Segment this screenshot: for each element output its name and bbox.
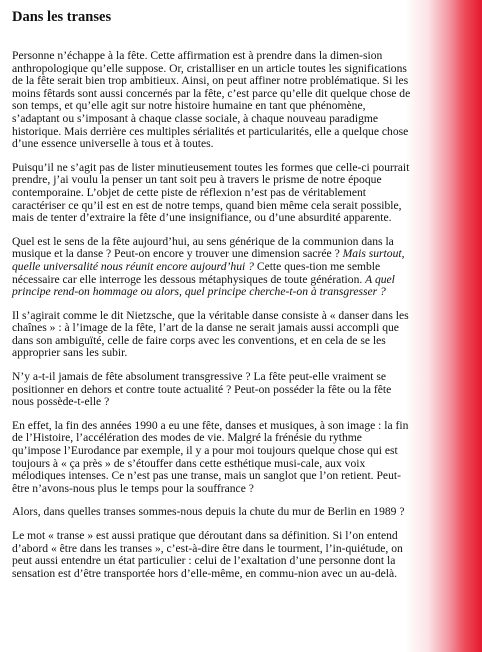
paragraph-text: Il s’agirait comme le dit Nietzsche, que la véritable danse consiste à « danser dans les chaînes » : à l’image de la fête, l’art de la danse ne serait jamais aussi accompli que dans son ambiguïté, celle de faire corps avec les conventions, et en cela de se les approprier sans les subir. [12,308,409,360]
paragraph-text: Quel est le sens de la fête aujourd’hui, au sens générique de la communion dans la musique et la danse ? Peut-on encore y trouver une dimension sacrée ? [12,234,394,261]
paragraph-text: Personne n’échappe à la fête. Cette affirmation est à prendre dans la dimen-sion anthropologique qu’elle suppose. Or, cristalliser en un article toutes les significations de la fête serait bien trop ambitieux. Ainsi, on peut affiner notre problématique. Si les moins fêtards sont aussi concernés par la fête, c’est parce qu’elle dit quelque chose de son temps, et qu’elle agit sur notre histoire humaine en tant que phénomène, s’adaptant ou s’imposant à chaque classe sociale, à chaque nouveau paradigme historique. Mais derrière ces multiples sérialités et particularités, elle a quelque chose d’une essence universelle à tous et à toutes. [12,49,411,151]
paragraph-text: Puisqu’il ne s’agit pas de lister minutieusement toutes les formes que celle-ci pourrait prendre, j’ai voulu la penser un tant soit peu à travers le prisme de notre époque contemporaine. L’objet de cette piste de réflexion n’est pas de véritablement caractériser ce qu’il est en est de notre temps, quand bien même cela serait possible, mais de tenter d’extraire la fête d’une insignifiance, ou d’une absurdité apparente. [12,160,410,225]
paragraph-2 [12,162,412,225]
article [12,8,412,591]
paragraph-1 [12,50,412,151]
paragraph-6 [12,420,412,496]
paragraph-text: Alors, dans quelles transes sommes-nous depuis la chute du mur de Berlin en 1989 ? [12,505,405,519]
paragraph-8 [12,530,412,580]
paragraph-text: Cette ques-tion me semble nécessaire car elle interroge les dessous métaphysiques de toute génération. [12,259,381,286]
italic-question: Mais surtout, quelle universalité nous réunit encore aujourd’hui ? [12,247,405,273]
paragraph-text: En effet, la fin des années 1990 a eu une fête, danses et musiques, à son image : la fin de l’Histoire, l’accélération des modes de vie. Malgré la frénésie du rythme qu’impose l’Eurodance par exemple, il y a pour moi toujours quelque chose qui est toujours à « ça près » de s’étouffer dans cette esthétique musi-cale, aux voix mélodiques intenses. Ce n’est pas une transe, mais un sanglot que l’on retient. Peut-être n’avons-nous plus le temps pour la souffrance ? [12,418,409,495]
paragraph-7 [12,506,412,519]
paragraph-4 [12,310,412,360]
article-title: Dans les transes [12,9,112,25]
italic-question: A quel principe rend-on hommage ou alors, quel principe cherche-t-on à transgresser ? [12,272,395,299]
paragraph-5 [12,371,412,409]
paragraph-text: Le mot « transe » est aussi pratique que déroutant dans sa définition. Si l’on entend d’abord « être dans les transes », c’est-à-dire être dans le tourment, l’in-quiétude, on peut aussi entendre un état particulier : celui de l’exaltation d’une personne dont la sensation est d’être transportée hors d’elle-même, en commu-nion avec un au-delà. [12,529,403,580]
paragraph-text: N’y a-t-il jamais de fête absolument transgressive ? La fête peut-elle vraiment se positionner en dehors et contre toute actualité ? Peut-on posséder la fête ou la fête nous possède-t-elle ? [12,370,392,409]
paragraph-3 [12,236,412,299]
